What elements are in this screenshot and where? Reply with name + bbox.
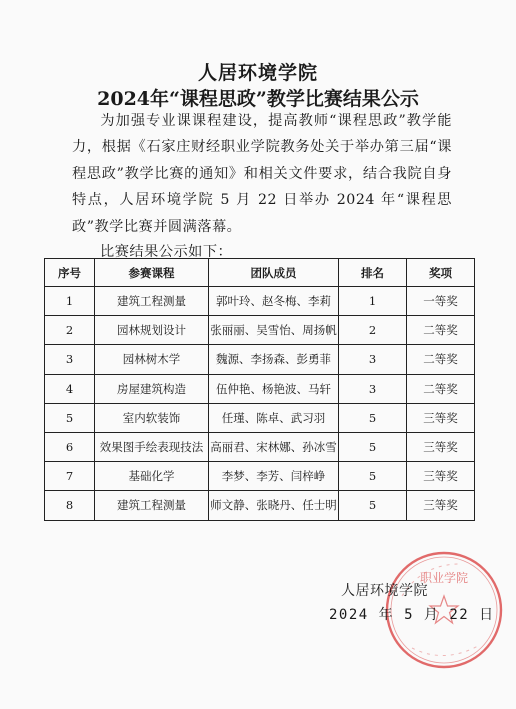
cell-team: 师文静、张晓丹、任士明 [209,491,339,520]
cell-course: 建筑工程测量 [95,287,209,316]
results-table [44,258,475,521]
cell-index: 5 [45,403,95,432]
cell-rank: 5 [339,491,407,520]
cell-index: 1 [45,287,95,316]
cell-rank: 3 [339,374,407,403]
body-paragraph: 为加强专业课课程建设，提高教师“课程思政”教学能力，根据《石家庄财经职业学院教务处关于举办第三届“课程思政”教学比赛的通知》和相关文件要求，结合我院自身特点，人居环境学院 5 月 22 日举办 2024 年“课程思政”教学比赛并圆满落幕。 [72,113,452,235]
table-header-row [45,259,475,287]
header-rank: 排名 [339,259,407,287]
cell-course: 园林规划设计 [95,316,209,345]
header-course: 参赛课程 [95,259,209,287]
cell-award: 三等奖 [407,462,475,491]
signature-date: 2024 年 5 月 22 日 [329,607,495,623]
cell-team: 郭叶玲、赵冬梅、李莉 [209,287,339,316]
table-row [45,316,475,345]
cell-team: 张丽丽、吴雪怡、周扬帆 [209,316,339,345]
cell-index: 6 [45,432,95,461]
cell-award: 三等奖 [407,491,475,520]
header-award: 奖项 [407,259,475,287]
cell-award: 二等奖 [407,316,475,345]
cell-rank: 1 [339,287,407,316]
cell-course: 效果图手绘表现技法 [95,432,209,461]
cell-award: 一等奖 [407,287,475,316]
results-intro: 比赛结果公示如下： [100,244,233,260]
cell-award: 三等奖 [407,403,475,432]
cell-rank: 2 [339,316,407,345]
cell-team: 任瑾、陈卓、武习羽 [209,403,339,432]
cell-team: 李梦、李芳、闫梓峥 [209,462,339,491]
cell-course: 园林树木学 [95,345,209,374]
cell-team: 高丽君、宋林娜、孙冰雪 [209,432,339,461]
cell-index: 7 [45,462,95,491]
cell-course: 房屋建筑构造 [95,374,209,403]
cell-award: 二等奖 [407,345,475,374]
header-index: 序号 [45,259,95,287]
cell-course: 建筑工程测量 [95,491,209,520]
cell-rank: 5 [339,462,407,491]
document-org-title: 人居环境学院 [197,62,318,84]
cell-rank: 5 [339,403,407,432]
cell-course: 室内软装饰 [95,403,209,432]
document-title: 2024年“课程思政”教学比赛结果公示 [97,88,419,110]
cell-index: 3 [45,345,95,374]
table-row [45,432,475,461]
cell-rank: 3 [339,345,407,374]
header-team: 团队成员 [209,259,339,287]
seal-text: 职业学院 [419,571,469,585]
cell-team: 魏源、李扬森、彭勇菲 [209,345,339,374]
table-row [45,287,475,316]
cell-index: 4 [45,374,95,403]
table-row [45,491,475,520]
table-row [45,345,475,374]
cell-team: 伍仲艳、杨艳波、马轩 [209,374,339,403]
table-row [45,462,475,491]
table-row [45,374,475,403]
cell-rank: 5 [339,432,407,461]
cell-award: 三等奖 [407,432,475,461]
cell-index: 2 [45,316,95,345]
signature-org: 人居环境学院 [341,583,428,599]
cell-course: 基础化学 [95,462,209,491]
cell-award: 二等奖 [407,374,475,403]
cell-index: 8 [45,491,95,520]
table-row [45,403,475,432]
